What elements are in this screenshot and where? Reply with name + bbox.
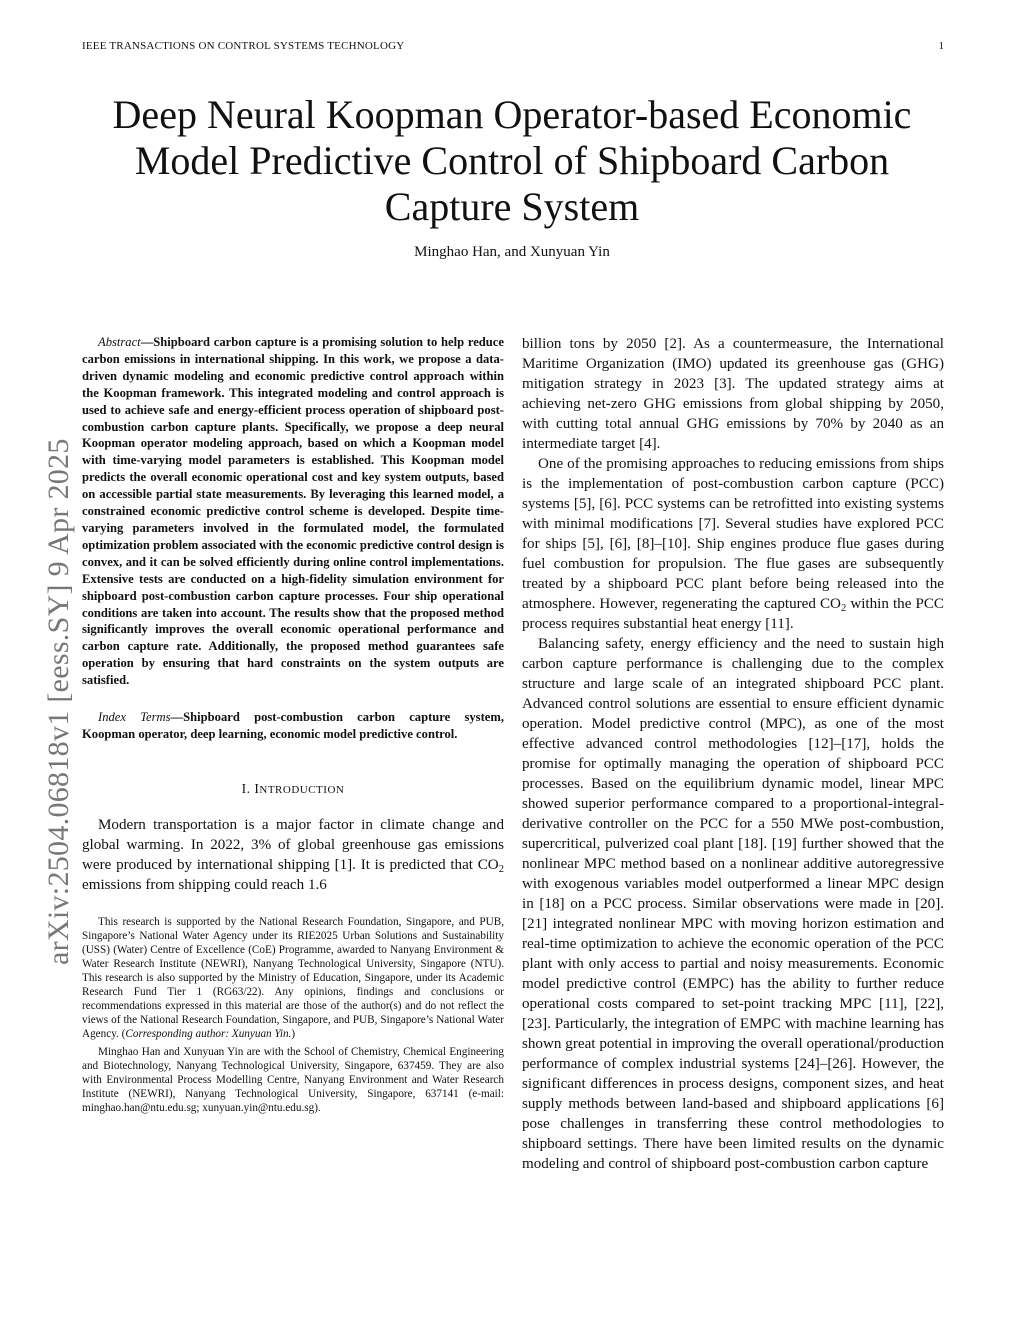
intro-paragraph-1 — [82, 815, 504, 895]
paper-authors: Minghao Han, and Xunyuan Yin — [414, 244, 610, 260]
footnote-funding — [82, 915, 504, 1041]
abstract-label: Abstract — [98, 335, 141, 349]
intro-paragraph-2 — [522, 454, 944, 634]
intro-paragraph-1-continued: billion tons by 2050 [2]. As a countermeasure, the International Maritime Organization (IMO) updated its greenhouse gas (GHG) mitigation strategy in 2023 [3]. The updated strategy aims at achieving net-zero GHG emissions from global shipping by 2050, with cutting total annual GHG emissions by 70% by 2040 as an intermediate target [4]. — [522, 336, 944, 452]
footnote-affiliation: Minghao Han and Xunyuan Yin are with the School of Chemistry, Chemical Engineering and Biotechnology, Nanyang Technological University, Singapore, 637459. They are also with Environmental Process Modelling Centre, Nanyang Environment and Water Research Institute (NEWRI), Nanyang Technological University, Singapore, 637141 (e-mail: minghao.han@ntu.edu.sg; xunyuan.yin@ntu.edu.sg). — [82, 1045, 504, 1114]
intro-p1-text-b: emissions from shipping could reach 1.6 — [82, 876, 327, 893]
index-terms — [82, 709, 504, 743]
index-terms-text: —Shipboard post-combustion carbon capture system, Koopman operator, deep learning, economic model predictive control. — [82, 710, 504, 741]
footnote-corresponding-author: Corresponding author: Xunyuan Yin. — [125, 1027, 292, 1040]
intro-p2-text-b: within the PCC process requires substantial heat energy [11]. — [522, 596, 944, 632]
abstract-text: —Shipboard carbon capture is a promising solution to help reduce carbon emissions in international shipping. In this work, we propose a data-driven dynamic modeling and economic predictive control approach within the Koopman framework. This integrated modeling and control approach is used to achieve safe and energy-efficient process operation of shipboard post-combustion carbon capture plants. Specifically, we propose a deep neural Koopman operator modeling approach, based on which a Koopman model with time-varying model parameters is established. This Koopman model predicts the overall economic operational cost and key system outputs, based on accessible partial state measurements. By leveraging this learned model, a constrained economic predictive control scheme is developed. Despite time-varying parameters involved in the formulated model, the formulated optimization problem associated with the economic predictive control design is convex, and it can be solved efficiently during online control implementations. Extensive tests are conducted on a high-fidelity simulation environment for shipboard post-combustion carbon capture processes. Four ship operational conditions are taken into account. The results show that the proposed method significantly improves the overall economic operational performance and carbon capture rate. Additionally, the proposed method guarantees safe operation by ensuring that hard constraints on the system outputs are satisfied. — [82, 335, 504, 688]
section-title-rest: NTRODUCTION — [259, 783, 345, 796]
abstract — [82, 334, 504, 689]
section-number: I. — [241, 780, 251, 796]
footnotes — [82, 915, 504, 1115]
intro-paragraph-3: Balancing safety, energy efficiency and the need to sustain high carbon capture performance is challenging due to the complex structure and large scale of an integrated shipboard PCC plant. Advanced control solutions are essential to ensure efficient dynamic operation. Model predictive control (MPC), as one of the most effective advanced control methodologies [12]–[17], holds the promise for optimally managing the operation of shipboard PCC processes. Based on the equilibrium dynamic model, linear MPC showed superior performance compared to a proportional-integral-derivative controller on the PCC for a 550 MWe post-combustion, supercritical, pulverized coal plant [18]. [19] further showed that the nonlinear MPC method based on a nonlinear additive autoregressive with exogenous variables model outperformed a linear MPC design in [18] on a PCC process. Similar observations were made in [20]. [21] integrated nonlinear MPC with moving horizon estimation and real-time optimization to achieve the economic operation of the PCC plant with only access to partial and noisy measurements. Economic model predictive control (EMPC) has the ability to further reduce operational costs compared to set-point tracking MPC [11], [22], [23]. Particularly, the integration of EMPC with machine learning has shown great potential in improving the overall operational/production performance of complex industrial systems [24]–[26]. However, the significant differences in process designs, component sizes, and heat supply methods between land-based and shipboard applications [6] pose challenges in transferring these control methodologies to shipboard settings. There have been limited results on the dynamic modeling and control of shipboard post-combustion carbon capture — [522, 636, 944, 1172]
footnote-funding-close: ) — [291, 1027, 296, 1040]
intro-p2-subscript: 2 — [840, 603, 847, 614]
left-column — [82, 334, 504, 1119]
index-terms-label: Index Terms — [98, 710, 171, 725]
intro-p1-text-a: Modern transportation is a major factor in climate change and global warming. In 2022, 3% of global greenhouse gas emissions were produced by international shipping [1]. It is predicted that CO — [82, 816, 504, 873]
page-number: 1 — [938, 40, 944, 52]
running-head: IEEE TRANSACTIONS ON CONTROL SYSTEMS TECHNOLOGY — [82, 40, 405, 52]
intro-p1-subscript: 2 — [498, 863, 504, 875]
section-title-initial: I — [254, 780, 260, 796]
intro-p2-text-a: One of the promising approaches to reducing emissions from ships is the implementation of post-combustion carbon capture (PCC) systems [5], [6]. PCC systems can be retrofitted into existing systems with minimal modifications [7]. Several studies have explored PCC for ships [5], [6], [8]–[10]. Ship engines produce flue gases during fuel combustion for propulsion. The flue gases are subsequently treated by a shipboard PCC plant before being released into the atmosphere. However, regenerating the captured CO — [522, 456, 944, 612]
footnote-funding-text: This research is supported by the National Research Foundation, Singapore, and PUB, Singapore’s National Water Agency under its RIE2025 Urban Solutions and Sustainability (USS) (Water) Centre of Excellence (CoE) Programme, awarded to Nanyang Environment & Water Research Institute (NEWRI), Nanyang Technological University, Singapore (NTU). This research is also supported by the Ministry of Education, Singapore, under its Academic Research Fund Tier 1 (RG63/22). Any opinions, findings and conclusions or recommendations expressed in this material are those of the author(s) and do not reflect the views of the National Research Foundation, Singapore, and PUB, Singapore’s National Water Agency. ( — [82, 915, 504, 1040]
right-column — [522, 334, 944, 1174]
section-heading-introduction — [82, 781, 504, 797]
paper-title: Deep Neural Koopman Operator-based Economic Model Predictive Control of Shipboard Carbon Capture System — [112, 92, 912, 229]
arxiv-identifier: arXiv:2504.06818v1 [eess.SY] 9 Apr 2025 — [42, 438, 75, 965]
